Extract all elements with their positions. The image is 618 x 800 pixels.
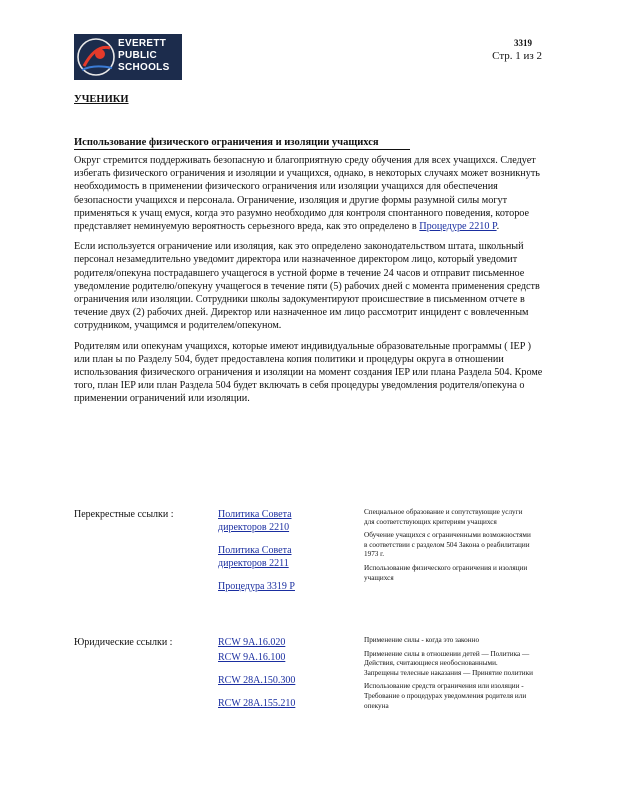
policy-body	[74, 154, 544, 413]
cross-ref-notes: Специальное образование и сопутствующие услуги для соответствующих критериям учащихся Обучение учащихся с ограниченными возможностями в соответствии с разделом 504 Закона о реабилитации 1973 г. Использование физического ограничения и изоляции учащихся	[364, 508, 531, 582]
legal-ref-links	[218, 636, 338, 720]
paragraph-1: Округ стремится поддерживать безопасную и благоприятную среду обучения для всех учащихся. Следует избегать физического ограничения и изоляции и учащихся, однако, в некоторых случаях может возникнуть необходимость в применении физического ограничения или изоляции учащихся для обеспечения безопасности учащихся и персонала. Ограничение, изоляция и другие формы разумной силы могут применяться к учащ емуся, когда это разумно необходимо для контроля спонтанного поведения, которое представляет неминуемую вероятность серьезного вреда, как это определено в Процедуре 2210 P.	[74, 155, 540, 233]
section-heading: УЧЕНИКИ	[74, 94, 129, 105]
cross-ref-link[interactable]: Процедура 3319 P	[218, 581, 295, 592]
logo-wordmark: EVERETT PUBLIC SCHOOLS	[118, 38, 170, 73]
legal-ref-link[interactable]: RCW 28A.150.300	[218, 675, 296, 686]
legal-ref-label: Юридические ссылки :	[74, 637, 173, 648]
legal-ref-link[interactable]: RCW 9A.16.100	[218, 652, 286, 663]
cross-ref-label: Перекрестные ссылки :	[74, 509, 174, 520]
policy-number: 3319	[514, 38, 532, 48]
paragraph-2: Если используется ограничение или изоляция, как это определено законодательством штата, школьный персонал незамедлительно уведомит директора или назначенное директором лицо, который уведомит родителя/опекуна пострадавшего учащегося в устной форме в течение 24 часов и отправит письменное уведомление родителю/опекуну учащегося в течение пяти (5) рабочих дней с момента применения средств ограничения или изоляции. Сотрудники школы задокументируют происшествие в письменном отчете в течение двух (2) рабочих дней. Директор или назначенное им лицо рассмотрит инцидент с вовлеченным сотрудником, учащимся и родителем/опекуном.	[74, 241, 540, 332]
page-indicator: Стр. 1 из 2	[492, 50, 542, 62]
legal-ref-link[interactable]: RCW 28A.155.210	[218, 698, 296, 709]
legal-ref-link[interactable]: RCW 9A.16.020	[218, 637, 286, 648]
district-logo	[74, 34, 182, 80]
cross-ref-link[interactable]: Политика Совета директоров 2211	[218, 545, 292, 569]
logo-emblem-icon	[74, 34, 118, 80]
cross-ref-links	[218, 508, 338, 603]
paragraph-3: Родителям или опекунам учащихся, которые имеют индивидуальные образовательные программы ( IEP ) или план ы по Разделу 504, будет предоставлена копия политики и процедуры округа в отношении использования физического ограничения и изоляции на момент создания IEP или плана Раздела 504. Кроме того, план IEP или план Раздела 504 будет включать в себя процедуры уведомления родителя/опекуна о применении ограничений или изоляции.	[74, 340, 543, 405]
cross-ref-link[interactable]: Политика Совета директоров 2210	[218, 509, 292, 533]
procedure-2210p-link[interactable]: Процедуре 2210 P	[419, 221, 497, 233]
policy-title: Использование физического ограничения и изоляции учащихся	[74, 137, 410, 150]
legal-ref-notes: Применение силы - когда это законно Применение силы в отношении детей — Политика — Действия, считающиеся необоснованными. Запрещены телесные наказания — Принятие политики Использование средств ограничения или изоляции - Требование о процедурах уведомления родителя или опекуна	[364, 636, 533, 710]
